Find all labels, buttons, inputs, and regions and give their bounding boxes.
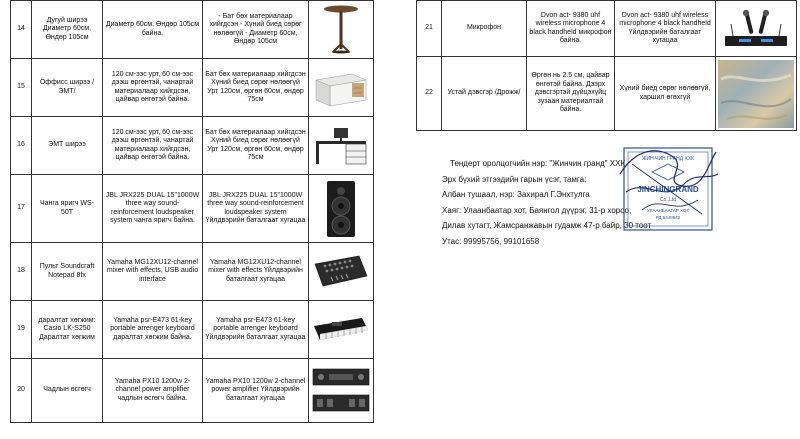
item-spec: JBL JRX225 DUAL 15"1000W three way sound-reinforcement loudspeaker system чанга яригч байна.: [103, 175, 203, 243]
item-name: Пульт Soundcraft Notepad 8fx: [32, 243, 103, 301]
table-row: [417, 1, 797, 57]
phone-line: Утас: 99995756, 99101658: [442, 236, 540, 246]
tender-participant-line: Тендерт оролцогчийн нэр: "Жинчин гранд" ХХК: [450, 159, 626, 168]
item-offer: Бат бөх материалаар хийгдсэн Хүний биед сөрөг нөлөөгүй Урт 120см, өргөн 60см, өндөр 75см: [203, 117, 309, 175]
table-row: [11, 175, 374, 243]
item-spec: Dvon act- 9380 uhf wireless microphone 4 black handheld микрофон байна.: [527, 1, 615, 57]
item-spec: Yamaha psr-E473 61-key portable arrenger keyboard даралтат хөгжим байна.: [103, 301, 203, 359]
mat-texture-photo: [716, 57, 797, 131]
handwritten-signature: [612, 134, 722, 230]
item-name: ЭМТ ширээ: [32, 117, 103, 175]
item-offer: JBL JRX225 DUAL 15"1000W three way sound-reinforcement loudspeaker system Үйлдвэрийн баталгаат хугацаа: [203, 175, 309, 243]
item-offer: Yamaha PX10 1200w 2-channel power amplifier Үйлдвэрийн баталгаат хугацаа: [203, 359, 309, 423]
item-name: Микрофон: [442, 1, 527, 57]
keyboard-photo: [309, 301, 374, 359]
specification-table-right: [416, 0, 797, 131]
wireless-microphone-photo: [716, 1, 797, 57]
item-spec: Өргөн нь 2.5 см, цайвар өнгөтэй байна. Дээрх дэвсгэртэй дүйцэхүйц зузаан материалтай байна.: [527, 57, 615, 131]
item-offer: Yamaha MG12XU12-channel mixer with effects Үйлдвэрийн баталгаат хугацаа: [203, 243, 309, 301]
row-number: 19: [11, 301, 32, 359]
item-offer: Бат бөх материалаар хийгдсэн Хүний биед сөрөг нөлөөгүй Урт 120см, өргөн 60см, өндөр 75см: [203, 59, 309, 117]
specification-table-left: [10, 0, 374, 423]
item-name: Устай дэвсгэр /Дрожж/: [442, 57, 527, 131]
item-name: Чанга яригч WS-50T: [32, 175, 103, 243]
office-desk-dark-photo: [309, 117, 374, 175]
svg-text:JINCHINGRAND: JINCHINGRAND: [637, 185, 699, 194]
round-table-photo: [309, 1, 374, 59]
row-number: 18: [11, 243, 32, 301]
table-row: [11, 59, 374, 117]
row-number: 22: [417, 57, 442, 131]
mixer-photo: [309, 243, 374, 301]
row-number: 20: [11, 359, 32, 423]
address-line-2: Дилав хутагт, Жамсранжавын гудамж 47-р байр, 30 тоот: [442, 221, 652, 230]
row-number: 21: [417, 1, 442, 57]
row-number: 15: [11, 59, 32, 117]
svg-text:УЛААНБААТАР ХОТ: УЛААНБААТАР ХОТ: [646, 208, 690, 213]
table-row: [11, 243, 374, 301]
amplifier-photo: [309, 359, 374, 423]
item-name: Чадлын өсгөгч: [32, 359, 103, 423]
item-spec: 120 см-ээс урт, 60 см-ээс дээш өргөнтэй, чанартай материалаар хийгдсэн, цайвар өнгөтэй байна.: [103, 117, 203, 175]
right-page: [416, 0, 800, 439]
row-number: 14: [11, 1, 32, 59]
item-offer: - Бат бөх материалаар хийгдсэн - Хүний биед сөрөг нөлөөгүй - Диаметр 60см, Өндөр 105см: [203, 1, 309, 59]
authority-signature-line: Эрх бүхий этгээдийн гарын үсэг, тамга:: [442, 174, 587, 184]
table-row: [11, 301, 374, 359]
left-page: [10, 0, 406, 439]
item-spec: Диаметр 60см, Өндөр 105см байна.: [103, 1, 203, 59]
row-number: 17: [11, 175, 32, 243]
loudspeaker-photo: [309, 175, 374, 243]
row-number: 16: [11, 117, 32, 175]
address-line-1: Хаяг: Улаанбаатар хот, Баянгол дүүрэг, 31-р хороо,: [442, 205, 632, 215]
svg-text:РД:6448542: РД:6448542: [655, 215, 681, 220]
item-spec: Yamaha MG12XU12-channel mixer with effects, USB audio interface: [103, 243, 203, 301]
table-row: [11, 359, 374, 423]
item-spec: Yamaha PX10 1200w 2-channel power amplifier чадлын өсгөгч байна.: [103, 359, 203, 423]
item-offer: Yamaha psr-E473 61-key portable arrenger keyboard Үйлдвэрийн баталгаат хугацаа: [203, 301, 309, 359]
item-name: Оффисс ширээ /ЭМТ/: [32, 59, 103, 117]
item-name: даралтат хөгжим: Casio LK-S250 Даралтат хөгжим: [32, 301, 103, 359]
item-spec: 120 см-ээс урт, 60 см-ээс дээш өргөнтэй, чанартай материалаар хийгдсэн, цайвар өнгөтэй байна.: [103, 59, 203, 117]
item-offer: Dvon act- 9380 uhf wireless microphone 4 black handheld Үйлдвэрийн баталгаат хугацаа: [615, 1, 716, 57]
item-offer: Хүний биед сөрөг нөлөөгүй, харшил өгөхгүй: [615, 57, 716, 131]
table-row: [11, 1, 374, 59]
svg-text:ЖИН ЧИН ГРАНД ХХК: ЖИН ЧИН ГРАНД ХХК: [641, 156, 695, 162]
item-name: Дугуй ширээ Диаметр 60см, Өндөр 105см: [32, 1, 103, 59]
position-name-line: Албан тушаал, нэр: Захирал Г.Энхтулга: [442, 190, 590, 199]
office-desk-white-photo: [309, 59, 374, 117]
table-row: [11, 117, 374, 175]
table-row: [417, 57, 797, 131]
svg-text:Co.,Ltd: Co.,Ltd: [659, 197, 677, 203]
